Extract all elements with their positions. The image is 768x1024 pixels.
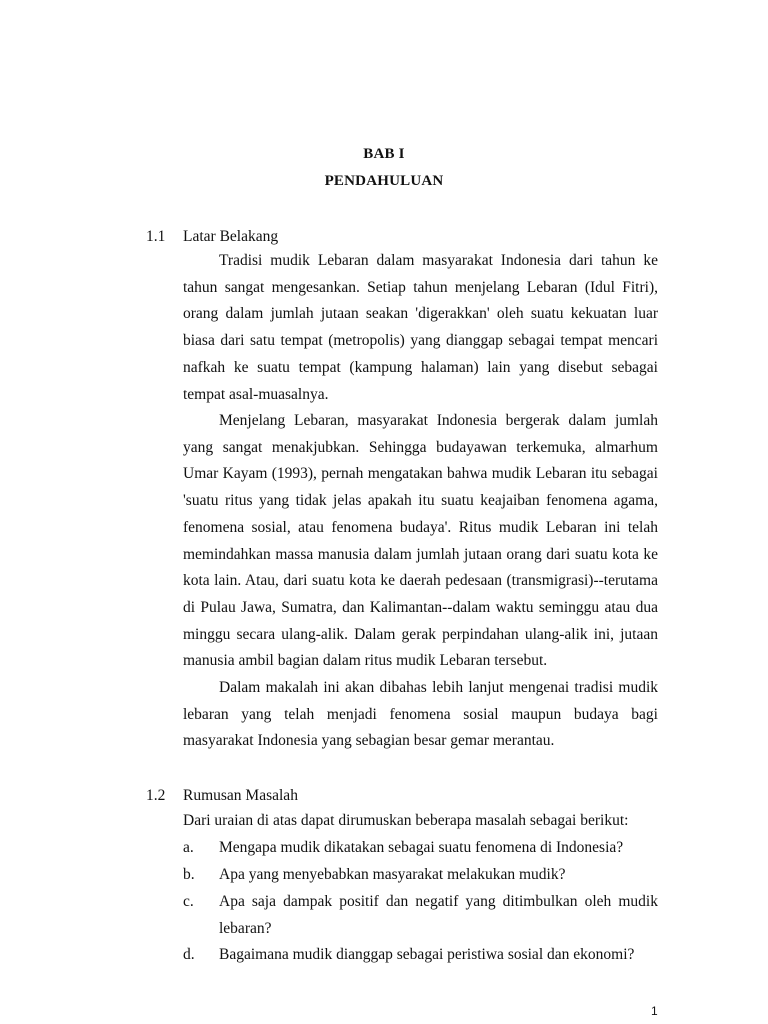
list-item-text: Apa yang menyebabkan masyarakat melakukan mudik?: [219, 866, 566, 883]
list-item-text: Apa saja dampak positif dan negatif yang ditimbulkan oleh mudik lebaran?: [219, 893, 658, 937]
chapter-title: BAB I: [363, 146, 405, 162]
section-title: Latar Belakang: [183, 228, 279, 245]
list-marker: a.: [183, 839, 194, 856]
list-intro: Dari uraian di atas dapat dirumuskan beberapa masalah sebagai berikut:: [183, 812, 629, 829]
list-marker: b.: [183, 866, 195, 883]
list-item: [183, 862, 658, 889]
page-number: 1: [651, 1004, 658, 1018]
list-item-text: Bagaimana mudik dianggap sebagai peristiwa sosial dan ekonomi?: [219, 946, 635, 963]
section-number: 1.2: [146, 787, 166, 804]
chapter-subtitle: PENDAHULUAN: [324, 173, 444, 189]
section-number: 1.1: [146, 228, 166, 245]
body-paragraph: Tradisi mudik Lebaran dalam masyarakat Indonesia dari tahun ke tahun sangat mengesankan. Setiap tahun menjelang Lebaran (Idul Fitri), orang dalam jumlah jutaan seakan 'digerakkan' oleh suatu kekuatan luar biasa dari satu tempat (metropolis) yang dianggap sebagai tempat mencari nafkah ke suatu tempat (kampung halaman) lain yang disebut sebagai tempat asal-muasalnya.: [183, 252, 658, 403]
list-marker: d.: [183, 946, 195, 963]
body-paragraph: Menjelang Lebaran, masyarakat Indonesia bergerak dalam jumlah yang sangat menakjubkan. Sehingga budayawan terkemuka, almarhum Umar Kayam (1993), pernah mengatakan bahwa mudik Lebaran itu sebagai 'suatu ritus yang tidak jelas apakah itu suatu keajaiban fenomena agama, fenomena sosial, atau fenomena budaya'. Ritus mudik Lebaran ini telah memindahkan massa manusia dalam jumlah jutaan orang dari suatu kota ke kota lain. Atau, dari suatu kota ke daerah pedesaan (transmigrasi)--terutama di Pulau Jawa, Sumatra, dan Kalimantan--dalam waktu seminggu atau dua minggu secara ulang-alik. Dalam gerak perpindahan ulang-alik ini, jutaan manusia ambil bagian dalam ritus mudik Lebaran tersebut.: [183, 412, 658, 670]
body-paragraph: Dalam makalah ini akan dibahas lebih lanjut mengenai tradisi mudik lebaran yang telah menjadi fenomena sosial maupun budaya bagi masyarakat Indonesia yang sebagian besar gemar merantau.: [183, 679, 658, 750]
list-item: [183, 835, 658, 862]
list-item-text: Mengapa mudik dikatakan sebagai suatu fenomena di Indonesia?: [219, 839, 624, 856]
list-marker: c.: [183, 893, 194, 910]
section-title: Rumusan Masalah: [183, 787, 298, 804]
list-item: [183, 942, 658, 969]
list-item: [183, 889, 658, 942]
